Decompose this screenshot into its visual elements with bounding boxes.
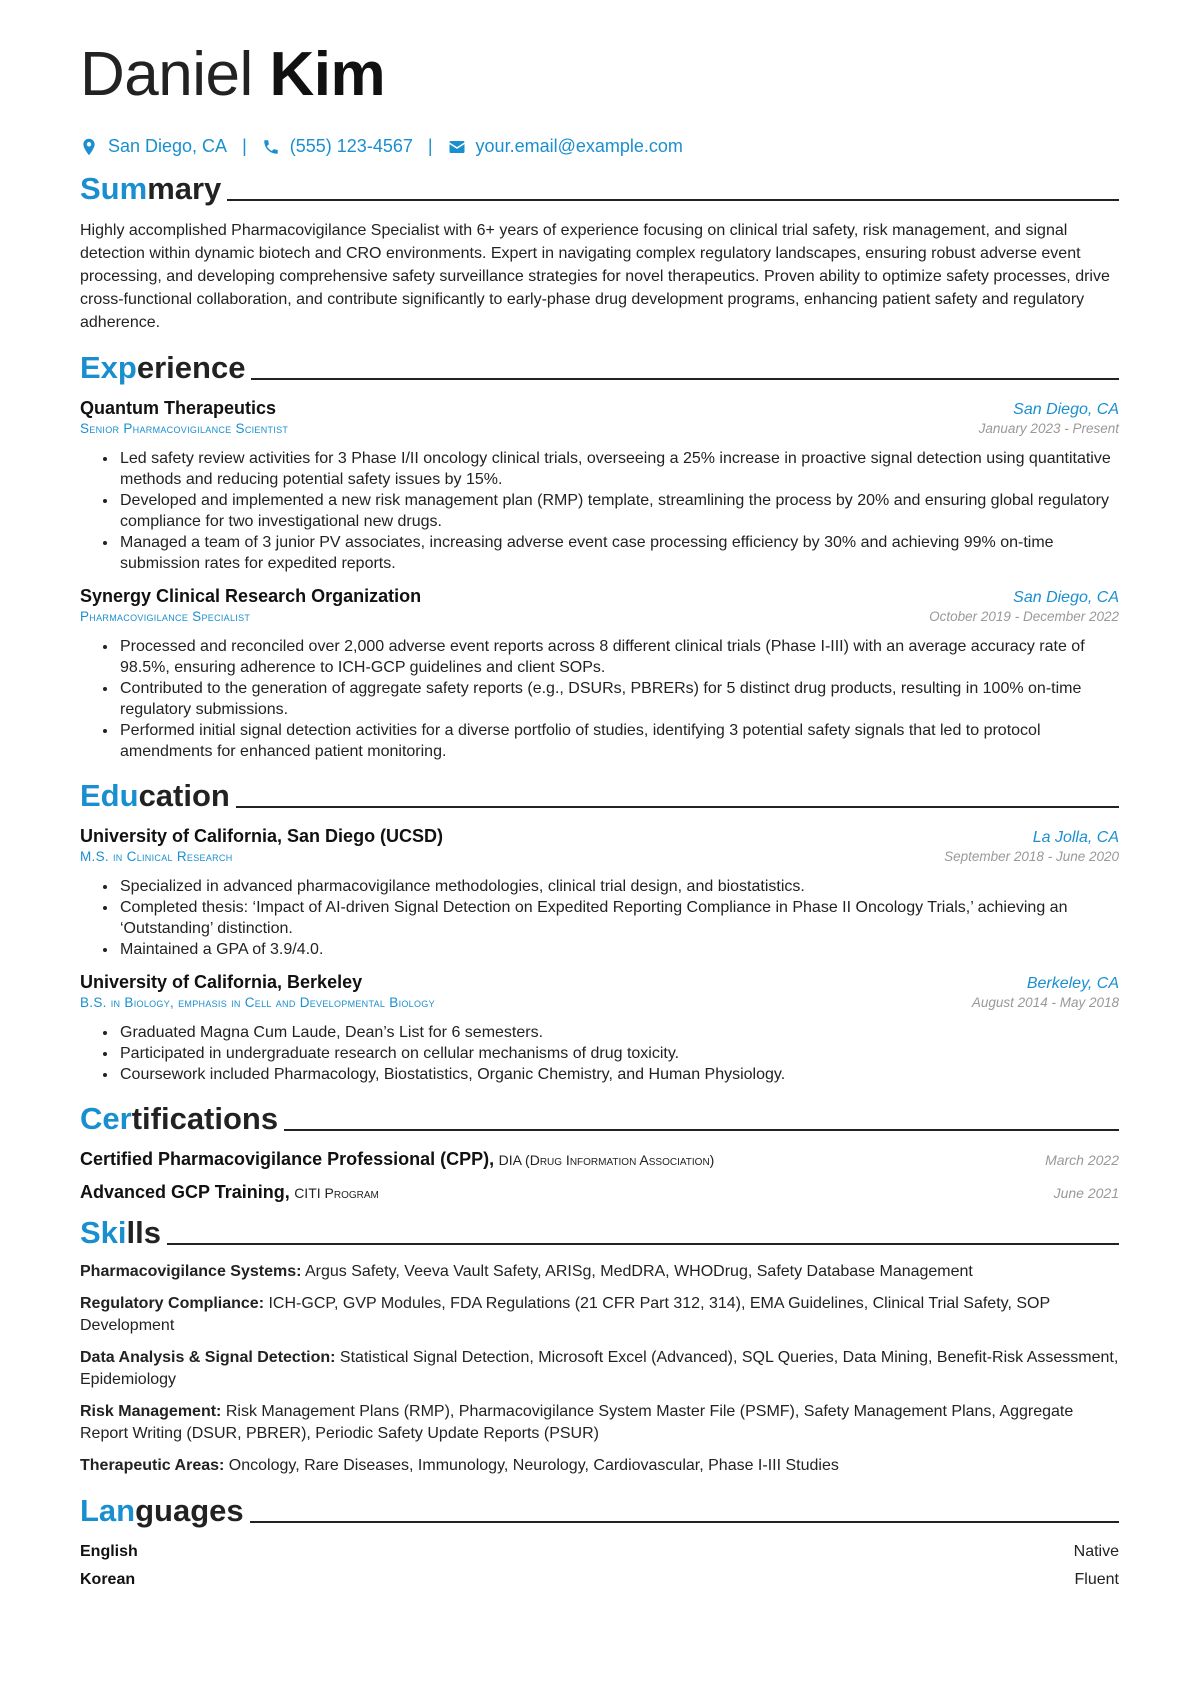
language-item — [80, 1571, 1119, 1589]
title-accent: Ski — [80, 1215, 127, 1250]
bullet-list — [80, 1022, 1119, 1085]
skill-value: ICH-GCP, GVP Modules, FDA Regulations (21 CFR Part 312, 314), EMA Guidelines, Clinical Trial Safety, SOP Development — [80, 1295, 1050, 1334]
list-item: • Completed thesis: ‘Impact of AI-driven Signal Detection on Expedited Reporting Compliance in Phase II Oncology Trials,’ achieving an ‘Outstanding’ distinction. — [118, 897, 1119, 939]
job-title: Senior Pharmacovigilance Scientist — [80, 421, 289, 436]
summary-text: Highly accomplished Pharmacovigilance Specialist with 6+ years of experience focusing on clinical trial safety, risk management, and signal detection within dynamic biotech and CRO environments. Expert in navigating complex regulatory landscapes, ensuring robust adverse event processing, and developing comprehensive safety surveillance strategies for novel therapeutics. Proven ability to optimize safety processes, drive cross-functional collaboration, and contribute significantly to early-phase drug development programs, enhancing patient safety and regulatory adherence. — [80, 222, 1110, 331]
section-divider — [284, 1129, 1119, 1131]
section-certifications — [80, 1101, 1119, 1137]
entry-location: La Jolla, CA — [1032, 829, 1119, 846]
last-name: Kim — [269, 40, 386, 109]
certification-date: June 2021 — [1053, 1185, 1119, 1201]
list-item: • Graduated Magna Cum Laude, Dean’s List for 6 semesters. — [118, 1022, 1119, 1043]
section-title — [80, 171, 221, 207]
phone-text: (555) 123-4567 — [289, 136, 413, 156]
title-accent: Lan — [80, 1493, 136, 1528]
list-item: • Led safety review activities for 3 Phase I/II oncology clinical trials, overseeing a 25% increase in proactive signal detection using quantitative methods and reducing potential safety issues by 15%. — [118, 448, 1119, 490]
section-education — [80, 778, 1119, 814]
employer-name: Quantum Therapeutics — [80, 398, 277, 418]
contact-separator: | — [242, 136, 247, 156]
language-name: Korean — [80, 1571, 136, 1588]
experience-entry — [80, 398, 1119, 574]
education-entry — [80, 972, 1119, 1085]
title-rest: lls — [126, 1215, 161, 1250]
list-item: • Processed and reconciled over 2,000 adverse event reports across 8 different clinical trials (Phase I-III) with an average accuracy rate of 98.5%, ensuring adherence to ICH-GCP guidelines and client SOPs. — [118, 636, 1119, 678]
degree: M.S. in Clinical Research — [80, 849, 233, 864]
title-rest: guages — [135, 1493, 244, 1528]
certification-name: Advanced GCP Training — [80, 1182, 285, 1202]
certification-date: March 2022 — [1045, 1152, 1119, 1168]
certification-issuer: DIA (Drug Information Association) — [498, 1152, 715, 1168]
title-rest: tifications — [131, 1101, 279, 1136]
entry-dates: October 2019 - December 2022 — [929, 609, 1119, 624]
candidate-name — [80, 40, 1119, 110]
list-item: • Maintained a GPA of 3.9/4.0. — [118, 939, 1119, 960]
bullet-list — [80, 448, 1119, 574]
map-pin-icon — [80, 138, 98, 156]
language-item — [80, 1543, 1119, 1561]
skill-label: Pharmacovigilance Systems: — [80, 1263, 302, 1280]
school-name: University of California, Berkeley — [80, 972, 363, 992]
experience-entry — [80, 586, 1119, 762]
skill-item — [80, 1455, 1119, 1477]
section-skills — [80, 1215, 1119, 1251]
job-title: Pharmacovigilance Specialist — [80, 609, 251, 624]
section-experience — [80, 350, 1119, 386]
language-name: English — [80, 1543, 138, 1560]
section-languages — [80, 1493, 1119, 1529]
entry-dates: January 2023 - Present — [978, 421, 1119, 436]
list-item: • Managed a team of 3 junior PV associates, increasing adverse event case processing efficiency by 30% and achieving 99% on-time submission rates for expedited reports. — [118, 532, 1119, 574]
skill-value: Oncology, Rare Diseases, Immunology, Neurology, Cardiovascular, Phase I-III Studies — [228, 1457, 839, 1474]
section-title — [80, 1215, 161, 1251]
section-divider — [227, 199, 1119, 201]
bullet-list — [80, 876, 1119, 960]
list-item: • Contributed to the generation of aggregate safety reports (e.g., DSURs, PBRERs) for 5 distinct drug products, resulting in 100% on-time regulatory submissions. — [118, 678, 1119, 720]
entry-location: San Diego, CA — [1013, 401, 1119, 418]
employer-name: Synergy Clinical Research Organization — [80, 586, 422, 606]
skill-value: Argus Safety, Veeva Vault Safety, ARISg, MedDRA, WHODrug, Safety Database Management — [305, 1263, 973, 1280]
title-accent: Cer — [80, 1101, 132, 1136]
skill-item — [80, 1401, 1119, 1445]
phone-icon — [262, 138, 280, 156]
certification-item: Advanced GCP Training, CITI Program June 2021 — [80, 1182, 1119, 1202]
title-accent: Sum — [80, 171, 148, 206]
language-level: Fluent — [1074, 1571, 1119, 1588]
skill-item — [80, 1347, 1119, 1391]
section-divider — [167, 1243, 1119, 1245]
section-title — [80, 350, 245, 386]
title-accent: Edu — [80, 778, 139, 813]
section-title — [80, 778, 230, 814]
contact-phone[interactable] — [262, 136, 413, 157]
entry-location: San Diego, CA — [1013, 589, 1119, 606]
entry-location: Berkeley, CA — [1026, 975, 1119, 992]
entry-dates: August 2014 - May 2018 — [971, 995, 1119, 1010]
list-item: • Developed and implemented a new risk management plan (RMP) template, streamlining the process by 20% and ensuring global regulatory compliance for two investigational new drugs. — [118, 490, 1119, 532]
skill-label: Risk Management: — [80, 1403, 222, 1420]
section-divider — [236, 806, 1119, 808]
section-title — [80, 1493, 244, 1529]
section-summary — [80, 171, 1119, 207]
contact-bar — [80, 136, 1119, 157]
certification-issuer: CITI Program — [294, 1185, 379, 1201]
contact-separator: | — [427, 136, 433, 156]
title-rest: erience — [136, 350, 246, 385]
section-title — [80, 1101, 278, 1137]
education-entry — [80, 826, 1119, 960]
contact-email[interactable] — [448, 136, 683, 157]
section-divider — [250, 1521, 1119, 1523]
location-text: San Diego, CA — [108, 136, 228, 156]
skill-label: Therapeutic Areas: — [80, 1457, 225, 1474]
certification-item: Certified Pharmacovigilance Professional (CPP), DIA (Drug Information Association) March 2022 — [80, 1149, 1119, 1169]
skill-label: Data Analysis & Signal Detection: — [80, 1349, 336, 1366]
list-item: • Specialized in advanced pharmacovigilance methodologies, clinical trial design, and biostatistics. — [118, 876, 1119, 897]
skill-item — [80, 1261, 1119, 1283]
title-rest: cation — [138, 778, 230, 813]
school-name: University of California, San Diego (UCSD) — [80, 826, 444, 846]
language-level: Native — [1073, 1543, 1119, 1560]
skill-label: Regulatory Compliance: — [80, 1295, 265, 1312]
skill-value: Risk Management Plans (RMP), Pharmacovigilance System Master File (PSMF), Safety Management Plans, Aggregate Report Writing (DSUR, PBRER), Periodic Safety Update Reports (PSUR) — [80, 1403, 1074, 1442]
degree: B.S. in Biology, emphasis in Cell and Developmental Biology — [80, 995, 435, 1010]
envelope-icon — [448, 138, 466, 156]
list-item: • Coursework included Pharmacology, Biostatistics, Organic Chemistry, and Human Physiology. — [118, 1064, 1119, 1085]
skill-item — [80, 1293, 1119, 1337]
certification-name: Certified Pharmacovigilance Professional (CPP) — [80, 1149, 490, 1169]
contact-location — [80, 136, 227, 157]
list-item: • Performed initial signal detection activities for a diverse portfolio of studies, identifying 3 potential safety signals that led to protocol amendments for enhanced patient monitoring. — [118, 720, 1119, 762]
entry-dates: September 2018 - June 2020 — [944, 849, 1119, 864]
email-link[interactable]: your.email@example.com — [475, 136, 683, 156]
bullet-list — [80, 636, 1119, 762]
title-rest: mary — [147, 171, 222, 206]
title-accent: Exp — [80, 350, 137, 385]
first-name: Daniel — [80, 40, 253, 109]
section-divider — [251, 378, 1119, 380]
list-item: • Participated in undergraduate research on cellular mechanisms of drug toxicity. — [118, 1043, 1119, 1064]
skill-value: Statistical Signal Detection, Microsoft Excel (Advanced), SQL Queries, Data Mining, Benefit-Risk Assessment, Epidemiology — [80, 1349, 1119, 1388]
